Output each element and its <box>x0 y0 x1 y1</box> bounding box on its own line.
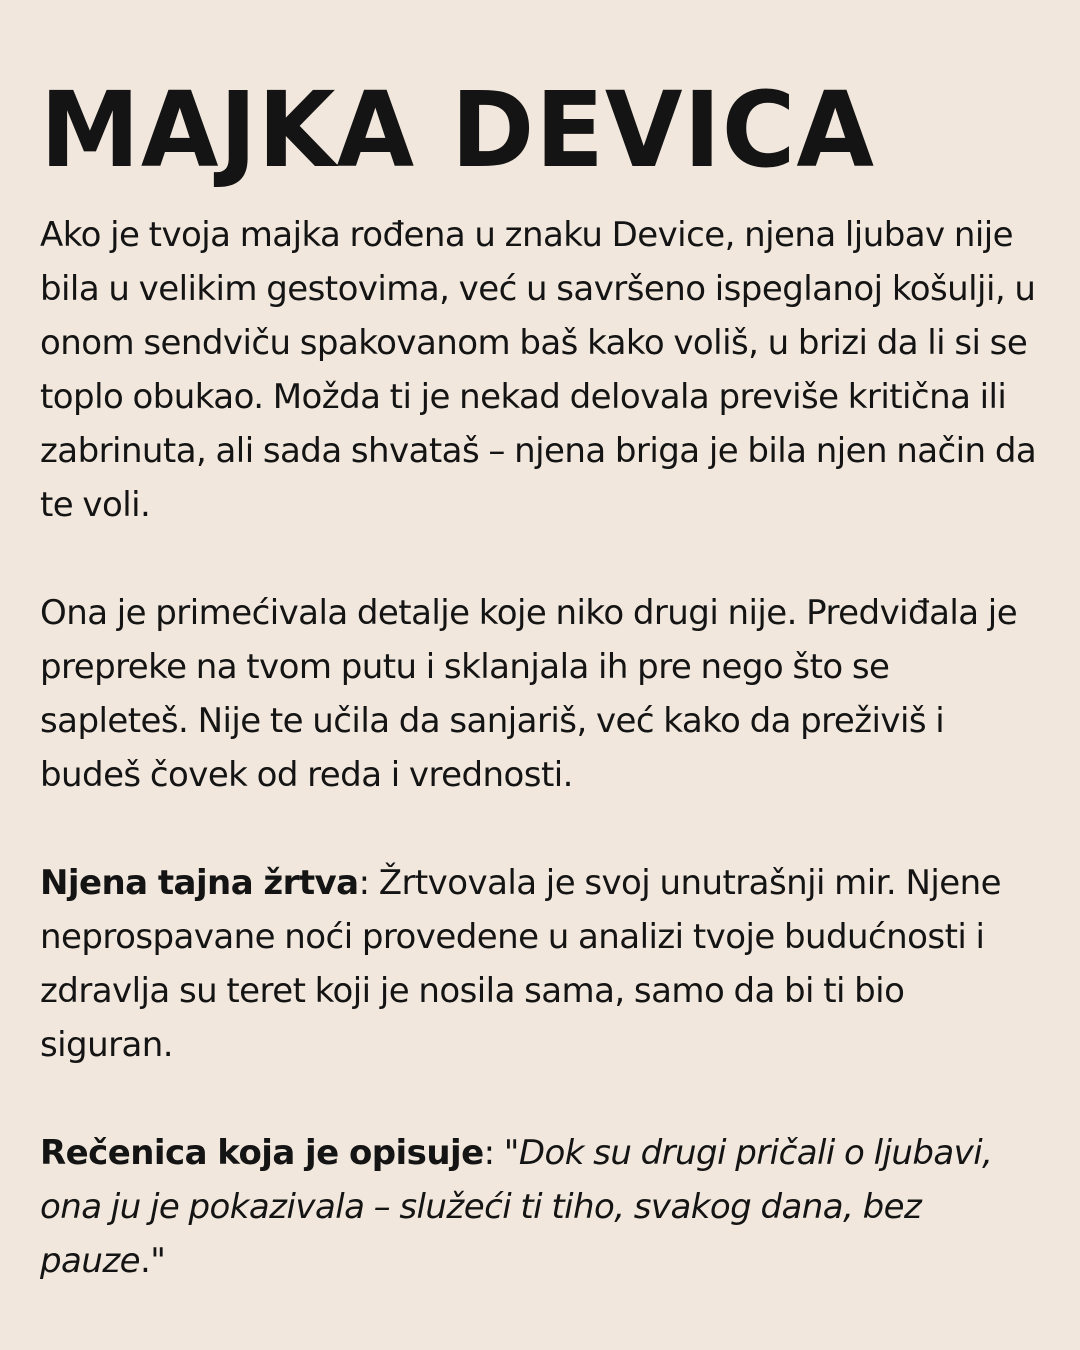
sacrifice-text: Žrtvovala je svoj unutrašnji mir. Njene neprospavane noći provedene u analizi tvoje budućnosti i zdravlja su teret koji je nosila sama, samo da bi ti bio siguran. <box>40 863 1001 1065</box>
sentence-close-quote: ." <box>139 1241 166 1281</box>
sacrifice-separator: : <box>358 863 370 903</box>
paragraph-intro: Ako je tvoja majka rođena u znaku Device, njena ljubav nije bila u velikim gestovima, već u savršeno ispeglanoj košulji, u onom sendviču spakovanom baš kako voliš, u brizi da li si se toplo obukao. Možda ti je nekad delovala previše kritična ili zabrinuta, ali sada shvataš – njena briga je bila njen način da te voli. <box>40 215 1037 525</box>
page-title: MAJKA DEVICA <box>40 69 876 191</box>
sacrifice-label: Njena tajna žrtva <box>40 863 359 903</box>
sentence-separator: : <box>483 1133 504 1173</box>
article-body <box>40 208 1045 1288</box>
paragraph-sacrifice <box>40 856 1045 1072</box>
sentence-quote: Dok su drugi pričali o ljubavi, ona ju je pokazivala – služeći ti tiho, svakog dana, bez pauze <box>40 1133 993 1281</box>
paragraph-sentence <box>40 1126 1045 1288</box>
sentence-label: Rečenica koja je opisuje <box>40 1133 484 1173</box>
paragraph-details: Ona je primećivala detalje koje niko drugi nije. Predviđala je prepreke na tvom putu i sklanjala ih pre nego što se sapleteš. Nije te učila da sanjariš, već kako da preživiš i budeš čovek od reda i vrednosti. <box>40 593 1018 795</box>
page-content <box>40 69 1045 1288</box>
sentence-open-quote: " <box>503 1133 519 1173</box>
